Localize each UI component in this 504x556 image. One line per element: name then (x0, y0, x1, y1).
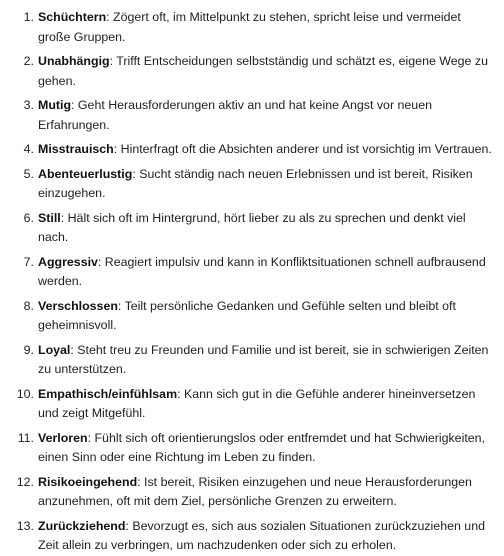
item-term: Risikoeingehend (38, 474, 138, 489)
item-number: 13. (16, 518, 34, 533)
item-description: : Bevorzugt es, sich aus sozialen Situationen zurückzuziehen und Zeit allein zu verbringen, um nachzudenken oder sich zu erholen. (38, 518, 485, 552)
item-description: : Steht treu zu Freunden und Familie und ist bereit, sie in schwierigen Zeiten zu unterstützen. (38, 342, 489, 376)
item-text (38, 165, 492, 204)
item-text (38, 517, 492, 556)
item-description: : Geht Herausforderungen aktiv an und hat keine Angst vor neuen Erfahrungen. (38, 98, 432, 132)
item-description: : Reagiert impulsiv und kann in Konfliktsituationen schnell aufbrausend werden. (38, 254, 486, 288)
item-number: 5. (23, 166, 34, 181)
item-number: 3. (23, 98, 34, 112)
item-description: : Sucht ständig nach neuen Erlebnissen und ist bereit, Risiken einzugehen. (38, 166, 473, 200)
item-description: : Hält sich oft im Hintergrund, hört lieber zu als zu sprechen und denkt viel nach. (38, 210, 466, 244)
item-number: 7. (23, 254, 34, 269)
item-number: 8. (23, 298, 34, 313)
item-text (38, 473, 492, 512)
item-term: Aggressiv (38, 254, 98, 269)
item-description: : Hinterfragt oft die Absichten anderer und ist vorsichtig im Vertrauen. (113, 142, 492, 156)
item-description: : Zögert oft, im Mittelpunkt zu stehen, spricht leise und vermeidet große Gruppen. (38, 10, 461, 44)
list-item (0, 517, 492, 556)
item-number: 2. (23, 54, 34, 68)
item-term: Still (38, 210, 61, 225)
item-description: : Trifft Entscheidungen selbstständig und schätzt es, eigene Wege zu gehen. (38, 54, 488, 88)
item-number: 12. (16, 474, 34, 489)
item-text (38, 297, 492, 336)
item-term: Schüchtern (38, 10, 107, 24)
list-item (0, 297, 492, 336)
list-item (0, 341, 492, 380)
list-item (0, 209, 492, 248)
item-number: 10. (16, 386, 34, 401)
item-text (38, 429, 492, 468)
item-description: : Fühlt sich oft orientierungslos oder entfremdet und hat Schwierigkeiten, einen Sinn oder eine Richtung im Leben zu finden. (38, 430, 485, 464)
item-number: 11. (17, 430, 34, 445)
item-text (38, 253, 492, 292)
item-text (38, 96, 492, 135)
list-item (0, 96, 492, 135)
item-number: 1. (23, 10, 34, 24)
item-term: Abenteuerlustig (38, 166, 133, 181)
item-text (38, 385, 492, 424)
list-item (0, 429, 492, 468)
item-term: Unabhängig (38, 54, 110, 68)
item-text (38, 209, 492, 248)
item-description: : Teilt persönliche Gedanken und Gefühle selten und bleibt oft geheimnisvoll. (38, 298, 456, 332)
list-item (0, 165, 492, 204)
list-item (0, 52, 492, 91)
item-description: : Ist bereit, Risiken einzugehen und neue Herausforderungen anzunehmen, oft mit dem Ziel, persönliche Grenzen zu erweitern. (38, 474, 472, 508)
item-text (38, 8, 492, 47)
item-number: 4. (23, 142, 34, 156)
trait-list (0, 8, 492, 556)
item-description: : Kann sich gut in die Gefühle anderer hineinversetzen und zeigt Mitgefühl. (38, 386, 476, 420)
item-term: Mutig (38, 98, 72, 112)
item-text (38, 140, 492, 160)
item-text (38, 52, 492, 91)
item-number: 6. (23, 210, 34, 225)
list-item (0, 140, 492, 160)
item-term: Verschlossen (38, 298, 118, 313)
list-item (0, 385, 492, 424)
item-term: Misstrauisch (38, 142, 114, 156)
item-term: Empathisch/einfühlsam (38, 386, 178, 401)
item-text (38, 341, 492, 380)
item-term: Verloren (38, 430, 88, 445)
list-item (0, 8, 492, 47)
item-number: 9. (23, 342, 34, 357)
item-term: Zurückziehend (38, 518, 126, 533)
list-item (0, 473, 492, 512)
list-item (0, 253, 492, 292)
item-term: Loyal (38, 342, 71, 357)
